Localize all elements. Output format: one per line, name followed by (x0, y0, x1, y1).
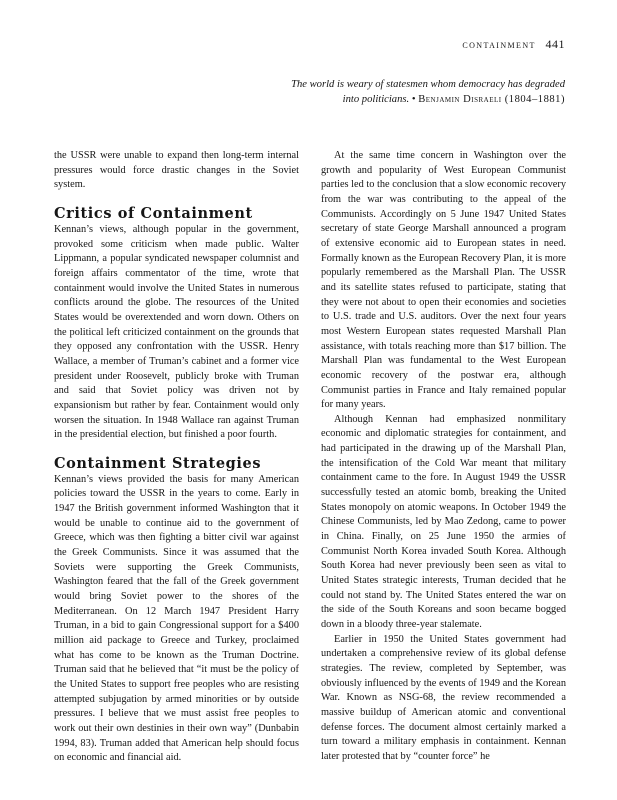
epigraph-bullet: • (411, 93, 416, 105)
right-column (321, 149, 566, 765)
paragraph: At the same time concern in Washington over the growth and popularity of West European Communist parties led to the conclusion that a slow economic recovery from the war was contributing to the appeal of the Communists. Accordingly on 5 June 1947 United States secretary of state George Marshall announced a program of extensive economic aid to European states in need. Formally known as the European Recovery Plan, it is more popularly remembered as the Marshall Plan. The USSR and its satellite states refused to participate, stating that they were not about to open their economies and societies to U.S. trade and U.S. auditors. Over the next four years most Western European states requested Marshall Plan assistance, with totals reaching more than $17 billion. The Marshall Plan was fundamental to the West European economic recovery of the postwar era, although Communist parties in France and Italy remained popular for many years. (321, 150, 567, 411)
epigraph-author: Benjamin Disraeli (1804–1881) (418, 93, 565, 105)
running-head (462, 37, 565, 52)
paragraph: Although Kennan had emphasized nonmilitary economic and diplomatic strategies for containment, and had participated in the drawing up of the Marshall Plan, the intensification of the Cold War meant that military containment came to the fore. In August 1949 the USSR successfully tested an atomic bomb, breaking the United States monopoly on atomic weapons. In October 1949 the Chinese Communists, led by Mao Zedong, came to power in China. Finally, on 25 June 1950 the armies of Communist North Korea invaded South Korea. Although South Korea had never previously been seen as vital to United States strategic interests, Truman decided that he could not stand by. The United States entered the war on the side of the South Koreans and soon became bogged down in a bloody three-year stalemate. (321, 413, 566, 630)
left-column (54, 149, 299, 766)
epigraph-quote-line1: The world is weary of statesmen whom democracy has degraded (291, 79, 565, 90)
paragraph: Kennan’s views, although popular in the government, provoked some criticism when made public. Walter Lippmann, a popular syndicated newspaper columnist and foreign affairs commentator of the time, wrote that containment would involve the United States in numerous conflicts around the globe. The resources of the United States would be overextended and worn down. Others on the political left criticized containment on the grounds that they opposed any confrontation with the USSR. Henry Wallace, a member of Truman’s cabinet and a former vice president under Roosevelt, publicly broke with Truman and said that Soviet policy was driven not by expansionism but rather by fear. Containment would only worsen the situation. In 1948 Wallace ran against Truman in the presidential election, but finished a poor fourth. (54, 223, 299, 441)
page-number: 441 (545, 37, 565, 51)
paragraph: Earlier in 1950 the United States government had undertaken a comprehensive review of its global defense strategies. The review, completed by September, was obviously influenced by the events of 1949 and the Korean War. Known as NSG-68, the review recommended a massive buildup of American atomic and conventional defense forces. The document almost certainly marked a turn toward a military emphasis in containment. Kennan later protested that by “counter force” he (321, 633, 566, 762)
paragraph: Kennan’s views provided the basis for many American policies toward the USSR in the years to come. Early in 1947 the British government informed Washington that it would be unable to continue aid to the government of Greece, which was then fighting a bitter civil war against the Greek Communists. Since it was assumed that the Soviets were supporting the Greek Communists, Washington feared that the fall of the Greek government would bring Soviet power to the shores of the Mediterranean. On 12 March 1947 President Harry Truman, in a bid to gain Congressional support for a $400 million aid package to Greece and Turkey, proclaimed what has come to be known as the Truman Doctrine. Truman said that he believed that “it must be the policy of the United States to support free peoples who are resisting attempted subjugation by armed minorities or by outside pressures. I believe that we must assist free peoples to work out their own destinies in their own way” (Dunbabin 1994, 83). Truman added that American help should focus on economic and financial aid. (54, 473, 299, 764)
paragraph: the USSR were unable to expand then long-term internal pressures would force drastic changes in the Soviet system. (54, 150, 299, 191)
section-heading-critics: Critics of Containment (54, 204, 253, 222)
running-head-title: containment (462, 37, 536, 51)
section-heading-strategies: Containment Strategies (54, 454, 262, 472)
epigraph-quote-line2: into politicians. (342, 93, 410, 105)
epigraph (265, 78, 565, 107)
